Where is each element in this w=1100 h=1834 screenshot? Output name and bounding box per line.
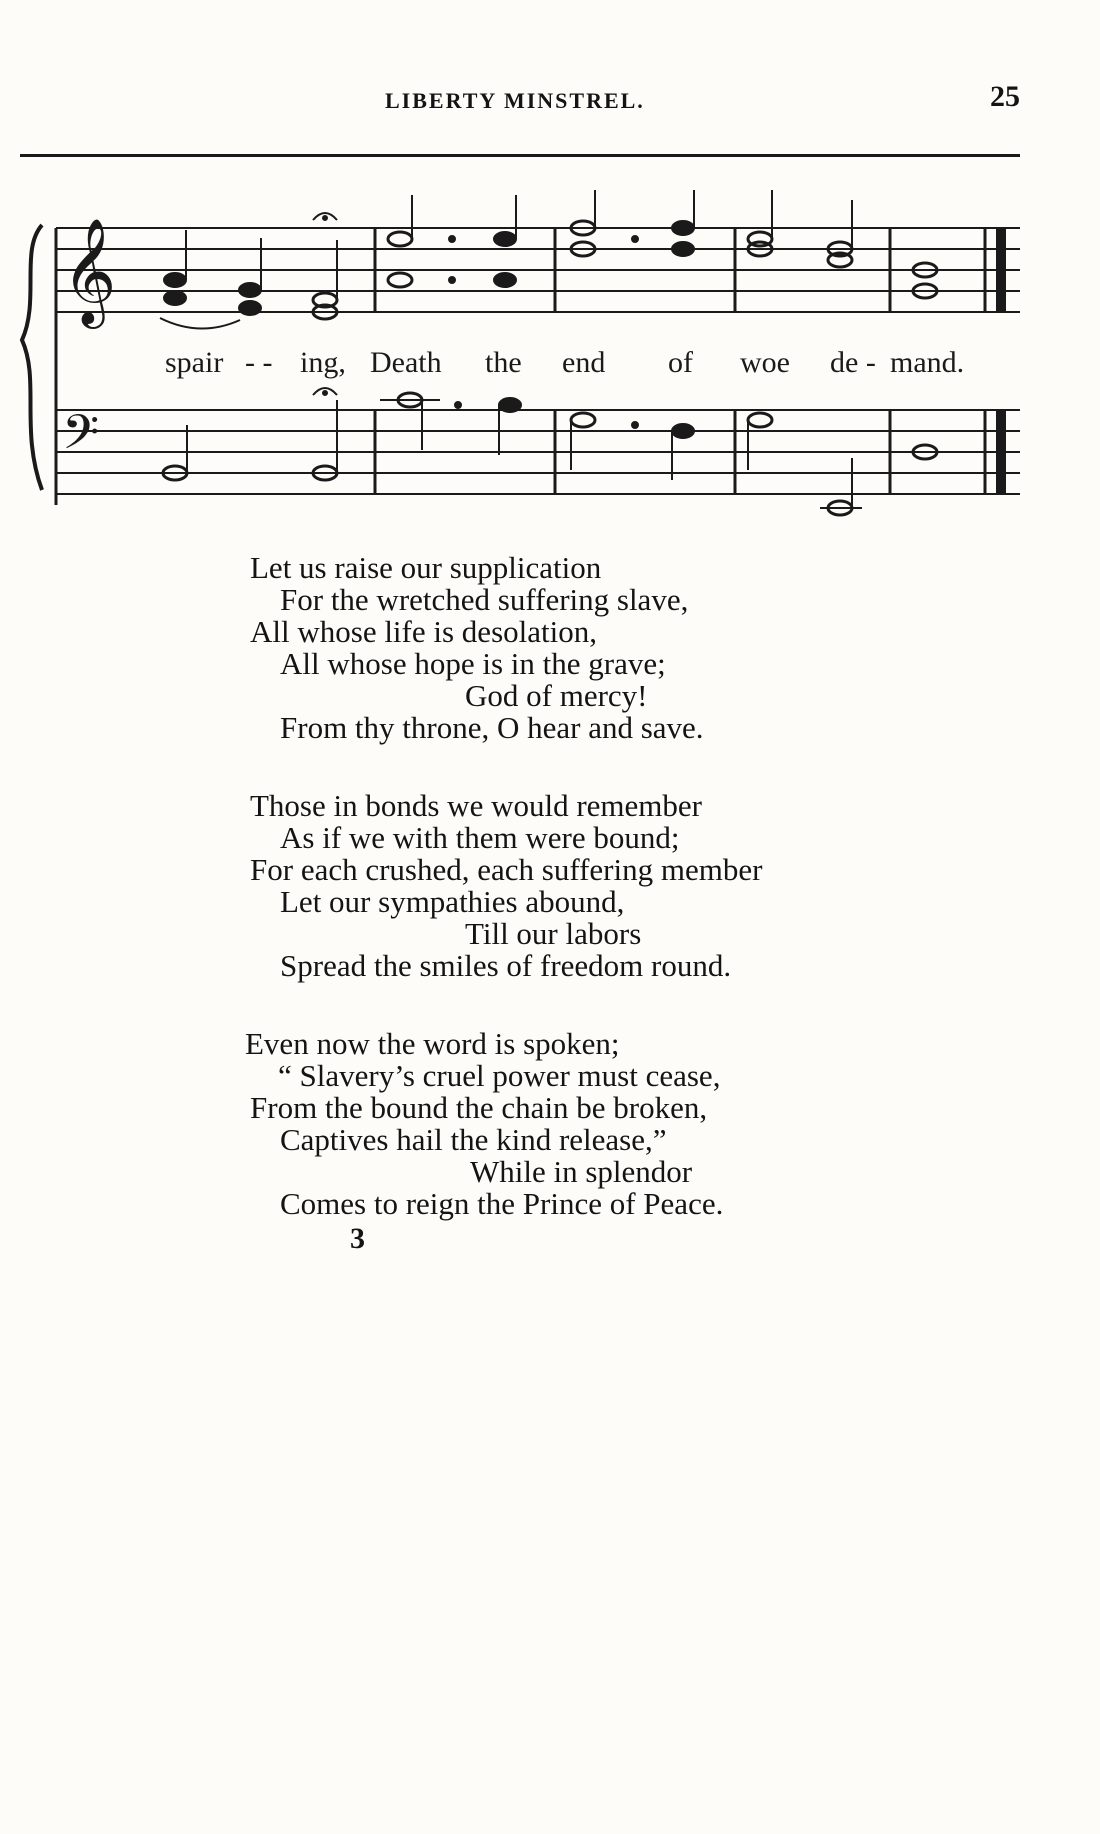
verse-line: Spread the smiles of freedom round. xyxy=(280,948,732,983)
music-score xyxy=(0,190,1100,530)
score-lyrics xyxy=(165,346,964,379)
lyric-syllable: - - xyxy=(245,346,273,379)
bass-staff xyxy=(56,410,1020,494)
verse-line: Those in bonds we would remember xyxy=(250,788,702,823)
verse-line: From the bound the chain be broken, xyxy=(250,1090,708,1125)
verse-line: As if we with them were bound; xyxy=(280,820,680,855)
treble-clef-icon: 𝄞 xyxy=(62,217,117,324)
signature-mark: 3 xyxy=(350,1222,365,1255)
lyric-syllable: Death xyxy=(370,346,442,379)
verse-line: “ Slavery’s cruel power must cease, xyxy=(278,1058,721,1093)
verse-line: Let us raise our supplication xyxy=(250,550,602,585)
lyric-syllable: ing, xyxy=(300,346,346,379)
header-rule xyxy=(20,154,1020,157)
verse-line: Let our sympathies abound, xyxy=(280,884,625,919)
page-number: 25 xyxy=(990,80,1020,113)
verse-line: Captives hail the kind release,” xyxy=(280,1122,667,1157)
lyric-syllable: mand. xyxy=(890,346,965,379)
verse-line: Even now the word is spoken; xyxy=(245,1026,620,1061)
verse-line: For the wretched suffering slave, xyxy=(280,582,689,617)
lyric-syllable: woe xyxy=(740,346,790,379)
verse-line: From thy throne, O hear and save. xyxy=(280,710,704,745)
verse-line: God of mercy! xyxy=(465,678,648,713)
verse-line: Till our labors xyxy=(465,916,642,951)
running-header: LIBERTY MINSTREL. xyxy=(385,88,645,113)
verse-line: Comes to reign the Prince of Peace. xyxy=(280,1186,724,1221)
grand-staff-brace xyxy=(22,225,42,490)
treble-notes xyxy=(160,190,937,329)
verse-line: While in splendor xyxy=(470,1154,693,1189)
verse-line: All whose life is desolation, xyxy=(250,614,597,649)
bass-clef-icon: 𝄢 xyxy=(62,404,100,472)
lyric-syllable: spair xyxy=(165,346,224,379)
verse-line: All whose hope is in the grave; xyxy=(280,646,666,681)
lyric-syllable: de - xyxy=(830,346,876,379)
verse-line: For each crushed, each suffering member xyxy=(250,852,763,887)
lyric-syllable: the xyxy=(485,346,522,379)
lyric-syllable: end xyxy=(562,346,606,379)
treble-staff xyxy=(56,228,1020,312)
lyric-syllable: of xyxy=(668,346,693,379)
